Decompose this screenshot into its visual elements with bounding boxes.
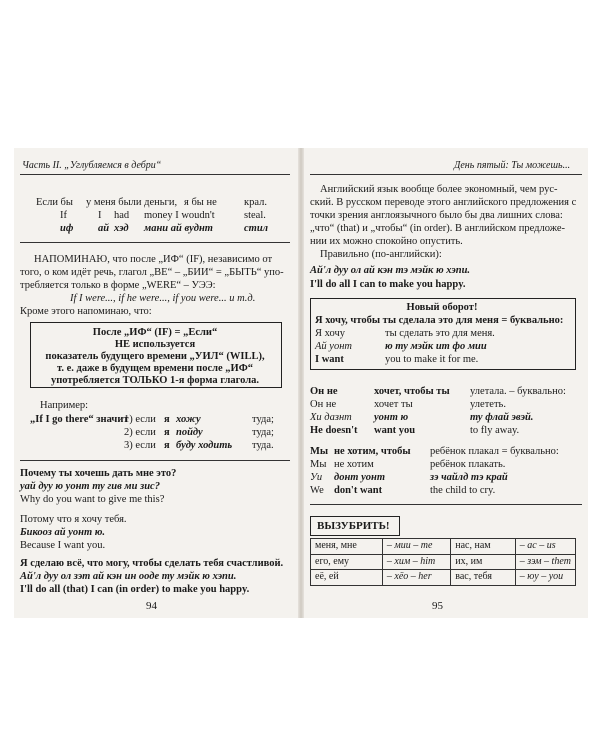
- new-box-row-1: Я хочу, чтобы ты сделала это для меня = буквально:: [315, 315, 564, 326]
- grid2-tr: уай дуу ю уонт ту гив ми зис?: [20, 481, 160, 492]
- pronoun-table: [310, 538, 576, 586]
- grid1-en-2: had: [114, 210, 130, 221]
- pronoun-cell: нас, нам: [451, 539, 515, 555]
- intro-line-3: точки зрения англоязычного было бы два лишних слова:: [310, 210, 563, 221]
- grid2-ru: Почему ты хочешь дать мне это?: [20, 468, 177, 479]
- pronoun-cell: – зэм – them: [515, 554, 575, 570]
- grid3-ru: Потому что я хочу тебя.: [20, 514, 127, 525]
- new-box-row-3b: ю ту мэйк ит фо мии: [385, 341, 487, 352]
- grid1-ru-1: у меня были деньги,: [86, 197, 178, 208]
- pronoun-row: [311, 554, 576, 570]
- grid3-tr: Бикооз ай уонт ю.: [20, 527, 106, 538]
- grid6-r3-c2: the child to cry.: [430, 485, 496, 496]
- grid1-tr-0: иф: [60, 223, 74, 234]
- pronoun-cell: меня, мне: [311, 539, 383, 555]
- pronoun-cell: – хим – him: [382, 554, 450, 570]
- pronoun-row: [311, 570, 576, 586]
- new-box-title: Новый оборот!: [406, 302, 478, 313]
- example-2-end: туда;: [252, 427, 274, 438]
- example-2-verb: пойду: [176, 427, 203, 438]
- grid6-r1-c1: не хотим: [334, 459, 374, 470]
- new-box-row-2b: ты сделать это для меня.: [385, 328, 495, 339]
- grid5-r1-c1: хочет ты: [374, 399, 413, 410]
- pronoun-row: [311, 539, 576, 555]
- remind-line-3: требляется только в форме „WERE“ – УЭЭ:: [20, 280, 216, 291]
- left-page-header: Часть II. „Углубляемся в дебри“: [22, 160, 162, 171]
- grid1-tr-3: мани ай вуднт: [144, 223, 213, 234]
- example-2-num: 2) если: [124, 427, 156, 438]
- pronoun-cell: – мии – me: [382, 539, 450, 555]
- example-1-pron: я: [164, 414, 170, 425]
- new-construction-box: [310, 298, 576, 370]
- header-rule-right: [310, 174, 582, 175]
- grid1-tr-2: хэд: [114, 223, 129, 234]
- correct-english: I'll do all I can to make you happy.: [310, 279, 466, 290]
- example-1-verb: хожу: [176, 414, 201, 425]
- grid6-r2-c2: зэ чайлд тэ край: [430, 472, 508, 483]
- grid4-ru: Я сделаю всё, что могу, чтобы сделать тебя счастливой.: [20, 558, 284, 569]
- rule-box-line-3: показатель будущего времени „УИЛ“ (WILL),: [45, 351, 265, 362]
- new-box-row-3a: Ай уонт: [315, 341, 352, 352]
- rule-box-line-4: т. е. даже в будущем времени после „ИФ“: [57, 363, 253, 374]
- grid5-r1-c0: Он не: [310, 399, 337, 410]
- intro-line-4: „что“ (that) и „чтобы“ (in order). В английском предложе-: [310, 223, 565, 234]
- grid5-r2-c0: Хи дазнт: [310, 412, 352, 423]
- header-rule: [20, 174, 290, 175]
- pronoun-cell: его, ему: [311, 554, 383, 570]
- grid5-r0-c2: улетала. – буквально:: [470, 386, 566, 397]
- example-3-end: туда.: [252, 440, 274, 451]
- grid3-en: Because I want you.: [20, 540, 106, 551]
- grid6-r1-c2: ребёнок плакать.: [430, 459, 506, 470]
- intro-line-6: Правильно (по-английски):: [320, 249, 442, 260]
- grid1-en-4: steal.: [244, 210, 266, 221]
- section-rule-right: [310, 504, 582, 505]
- grid1-tr-1: ай: [98, 223, 110, 234]
- book-gutter: [298, 148, 304, 618]
- grid6-r2-c1: донт уонт: [334, 472, 385, 483]
- pronoun-cell: её, ей: [311, 570, 383, 586]
- left-page: [20, 148, 292, 618]
- grid6-r1-c0: Мы: [310, 459, 327, 470]
- pronoun-cell: их, им: [451, 554, 515, 570]
- grid5-r2-c2: ту флай эвэй.: [470, 412, 534, 423]
- grid5-r2-c1: уонт ю: [374, 412, 409, 423]
- pronoun-cell: – хёо – her: [382, 570, 450, 586]
- remind-line-4: If I were..., if he were..., if you were... и т.д.: [70, 293, 256, 304]
- grid5-r0-c0: Он не: [310, 386, 338, 397]
- grid2-en: Why do you want to give me this?: [20, 494, 165, 505]
- new-box-row-4b: you to make it for me.: [385, 354, 479, 365]
- section-rule-2: [20, 460, 290, 461]
- grid6-r2-c0: Уи: [310, 472, 323, 483]
- grid4-tr: Ай'л дуу ол зэт ай кэн ин ооде ту мэйк ю хэпи.: [20, 571, 237, 582]
- example-3-num: 3) если: [124, 440, 156, 451]
- example-1-num: 1) если: [124, 414, 156, 425]
- grid5-r0-c1: хочет, чтобы ты: [374, 386, 450, 397]
- grid4-en: I'll do all (that) I can (in order) to make you happy.: [20, 584, 250, 595]
- grid5-r3-c2: to fly away.: [470, 425, 520, 436]
- right-page-header: День пятый: Ты можешь...: [454, 160, 571, 171]
- grid5-r3-c1: want you: [374, 425, 416, 436]
- memorize-title: ВЫЗУБРИТЬ!: [317, 520, 390, 532]
- grid6-r0-c1: не хотим, чтобы: [334, 446, 411, 457]
- grid6-r0-c0: Мы: [310, 446, 329, 457]
- left-page-number: 94: [146, 600, 157, 612]
- grid1-tr-4: стил: [244, 223, 269, 234]
- pronoun-cell: – ас – us: [515, 539, 575, 555]
- section-rule-1: [20, 242, 290, 243]
- rule-box-line-5: употребляется ТОЛЬКО 1-я форма глагола.: [50, 375, 260, 386]
- memorize-title-box: [310, 516, 400, 536]
- remind-line-1: НАПОМИНАЮ, что после „ИФ“ (IF), независимо от: [34, 254, 273, 265]
- example-label: Например:: [40, 400, 89, 411]
- example-2-pron: я: [164, 427, 170, 438]
- example-3-verb: буду ходить: [176, 440, 233, 451]
- grid1-en-0: If: [60, 210, 67, 221]
- grid6-r0-c2: ребёнок плакал = буквально:: [430, 446, 559, 457]
- grid5-r3-c0: He doesn't: [310, 425, 358, 436]
- pronoun-cell: вас, тебя: [451, 570, 515, 586]
- example-1-end: туда;: [252, 414, 274, 425]
- new-box-row-2a: Я хочу: [315, 328, 345, 339]
- grid1-ru-2: я бы не: [184, 197, 217, 208]
- grid1-en-3: money I woudn't: [144, 210, 215, 221]
- pronoun-cell: – юу – you: [515, 570, 575, 586]
- rule-box-line-1: После „ИФ“ (IF) = „Если“: [92, 327, 218, 338]
- example-quote: „If I go there“ значит: [30, 414, 129, 425]
- right-page-number: 95: [432, 600, 443, 612]
- grid5-r1-c2: улететь.: [470, 399, 506, 410]
- remind-line-2: того, о ком идёт речь, глагол „ВЕ“ – „БИИ“ = „БЫТЬ“ упо-: [20, 267, 284, 278]
- grid6-r3-c1: don't want: [334, 485, 383, 496]
- remind-line-5: Кроме этого напоминаю, что:: [20, 306, 152, 317]
- example-3-pron: я: [164, 440, 170, 451]
- intro-line-2: ский. В русском переводе этого английского предложения с: [310, 197, 577, 208]
- intro-line-5: нии их можно спокойно опустить.: [310, 236, 463, 247]
- correct-translit: Ай'л дуу ол ай кэн тэ мэйк ю хэпи.: [310, 265, 471, 276]
- rule-box: [30, 322, 282, 388]
- grid6-r3-c0: We: [310, 485, 324, 496]
- grid1-en-1: I: [98, 210, 102, 221]
- grid1-ru-0: Если бы: [36, 197, 73, 208]
- right-page: [310, 148, 582, 618]
- intro-line-1: Английский язык вообще более экономный, чем рус-: [320, 184, 558, 195]
- grid1-ru-3: крал.: [244, 197, 267, 208]
- new-box-row-4a: I want: [315, 354, 344, 365]
- rule-box-line-2: НЕ используется: [114, 339, 196, 350]
